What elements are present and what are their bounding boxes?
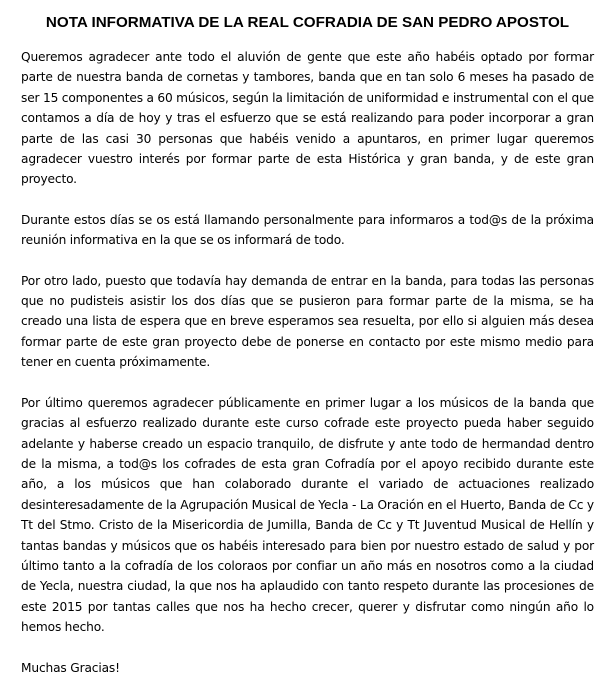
document-title: NOTA INFORMATIVA DE LA REAL COFRADIA DE SAN PEDRO APOSTOL xyxy=(45,14,570,31)
paragraph-lista-espera: Por otro lado, puesto que todavía hay demanda de entrar en la banda, para todas las personas que no pudisteis asistir los dos días que se pusieron para formar parte de la misma, se ha creado una lista de espera que en breve esperamos sea resuelta, por ello si alguien más desea formar parte de este gran proyecto debe de ponerse en contacto por este mismo medio para tener en cuenta próximamente. xyxy=(21,273,594,370)
document xyxy=(21,0,594,678)
paragraph-banda-agradecimiento: Queremos agradecer ante todo el aluvión de gente que este año habéis optado por formar parte de nuestra banda de cornetas y tambores, banda que en tan solo 6 meses ha pasado de ser 15 componentes a 60 músicos, según la limitación de uniformidad e instrumental con el que contamos a día de hoy y tras el esfuerzo que se está realizando para poder incorporar a gran parte de las casi 30 personas que habéis venido a apuntaros, en primer lugar queremos agradecer vuestro interés por formar parte de esta Histórica y gran banda, y de este gran proyecto. xyxy=(21,50,594,187)
paragraph-reunion-informativa: Durante estos días se os está llamando personalmente para informaros a tod@s de la próxima reunión informativa en la que se os informará de todo. xyxy=(21,212,594,248)
paragraph-agradecimiento-publico: Por último queremos agradecer públicamente en primer lugar a los músicos de la banda que gracias al esfuerzo realizado durante este curso cofrade este proyecto pueda haber seguido adelante y haberse creado un espacio tranquilo, de disfrute y ante todo de hermandad dentro de la misma, a tod@s los cofrades de esta gran Cofradía por el apoyo recibido durante este año, a los músicos que han colaborado durante el variado de actuaciones realizado desinteresadamente de la Agrupación Musical de Yecla - La Oración en el Huerto, Banda de Cc y Tt del Stmo. Cristo de la Misericordia de Jumilla, Banda de Cc y Tt Juventud Musical de Hellín y tantas bandas y músicos que os habéis interesado para bien por nuestro estado de salud y por último tanto a la cofradía de los coloraos por confiar un año más en nosotros como a la ciudad de Yecla, nuestra ciudad, la que nos ha aplaudido con tanto respeto durante las procesiones de este 2015 por tantas calles que nos ha hecho crecer, querer y disfrutar como ningún año lo hemos hecho. xyxy=(21,395,594,635)
closing-line: Muchas Gracias! xyxy=(21,660,120,675)
